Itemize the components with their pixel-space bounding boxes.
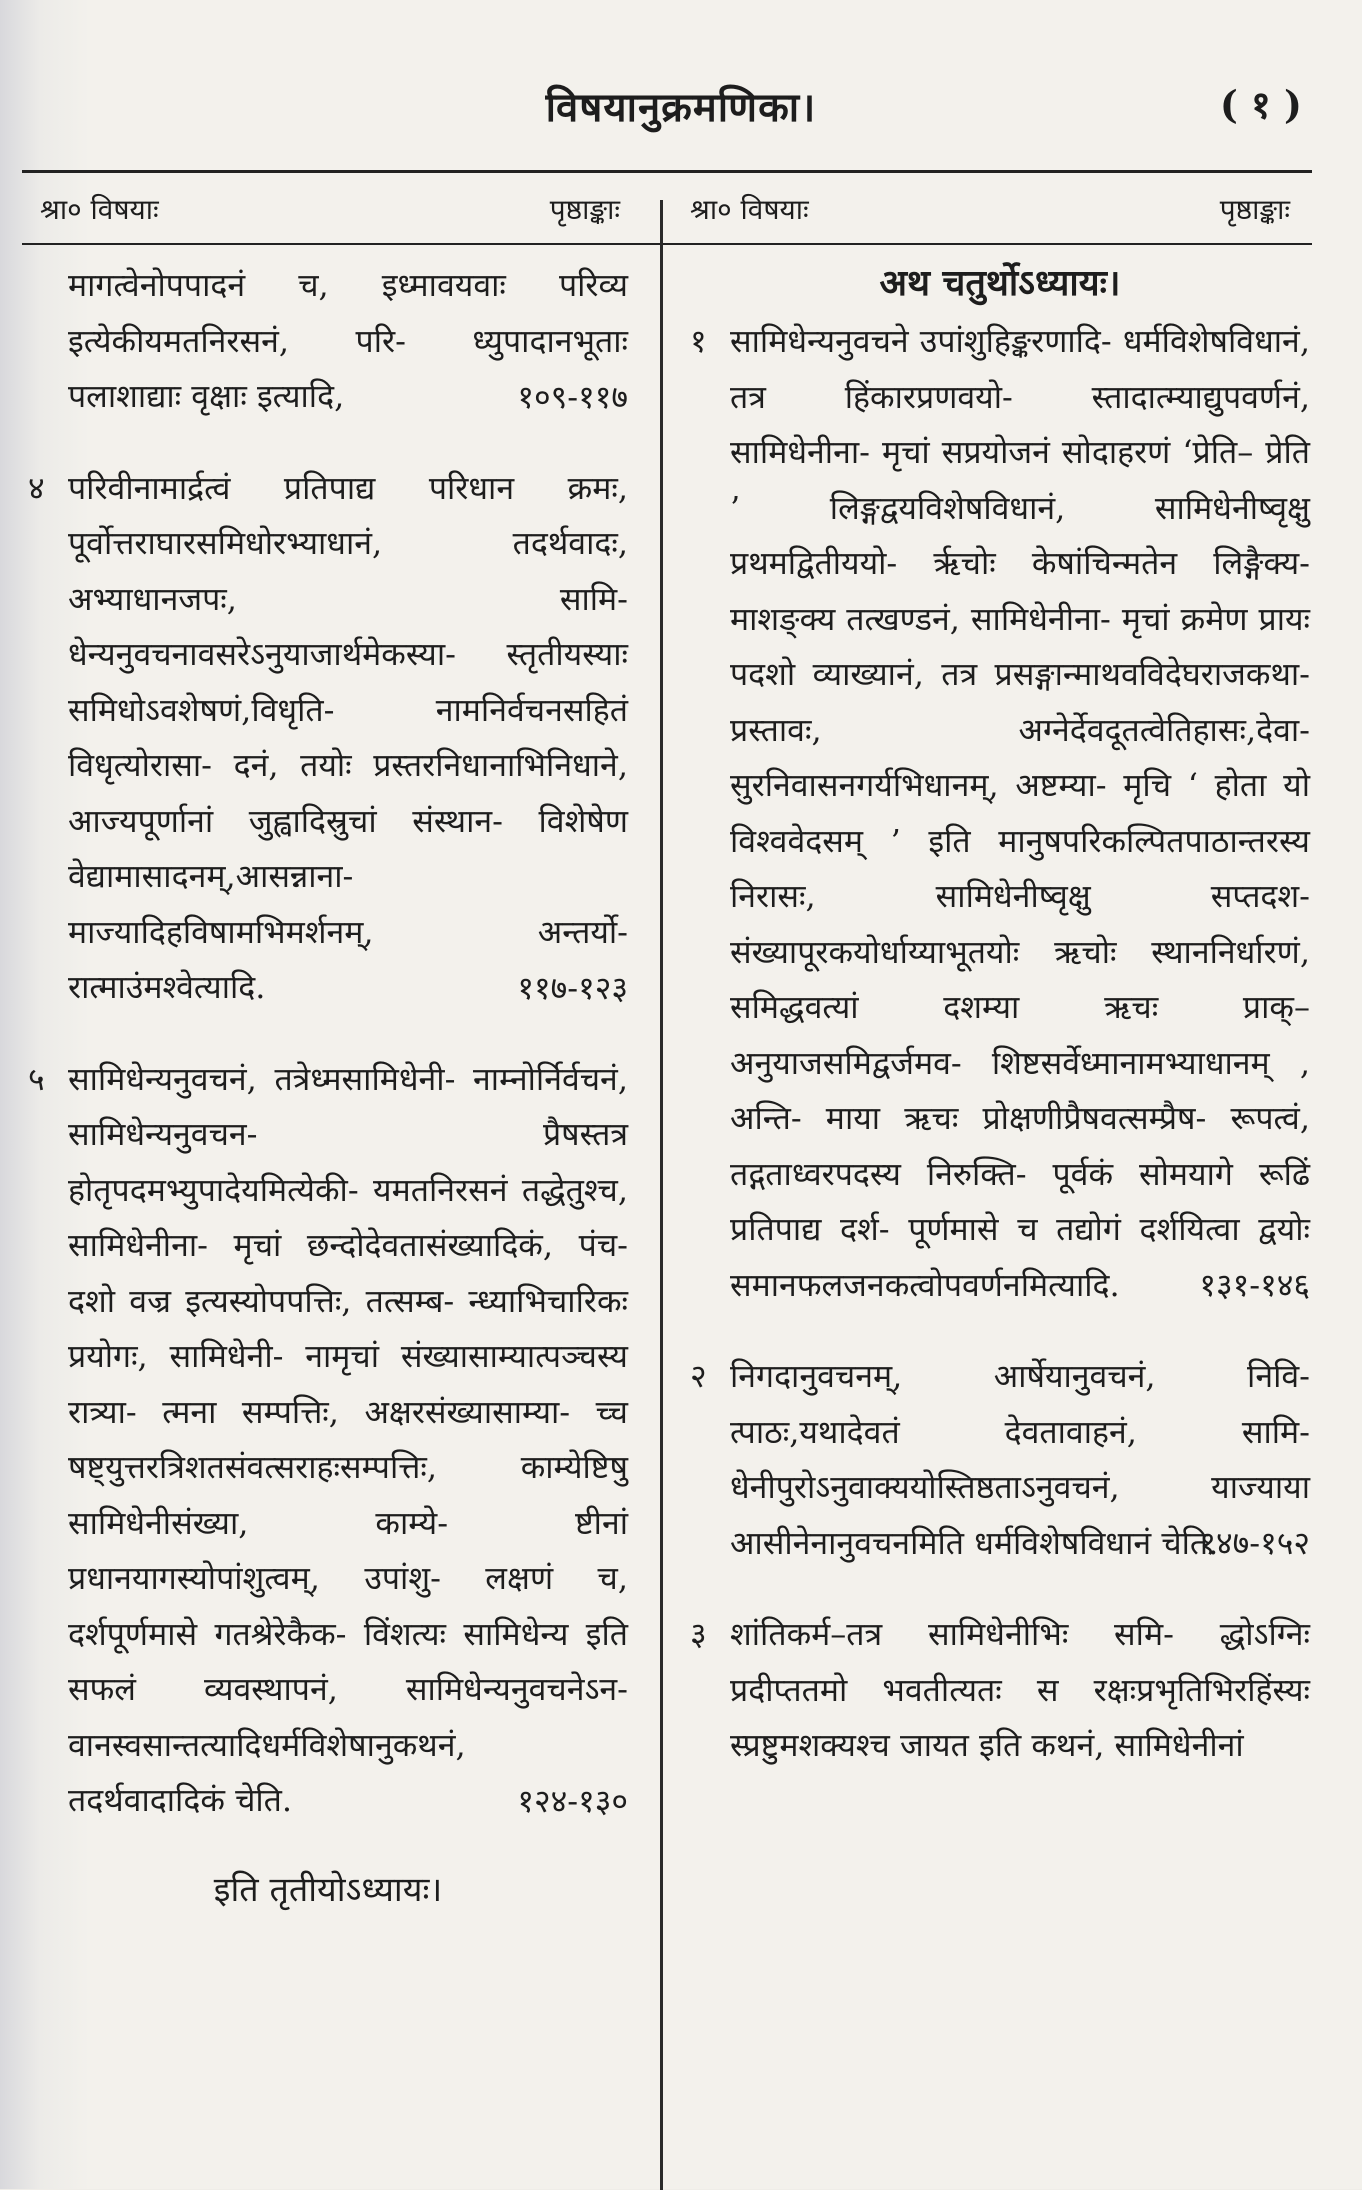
entry-text: शांतिकर्म–तत्र सामिधेनीभिः समि- द्धोऽग्निः प्रदीप्ततमो भवतीत्यतः स रक्षःप्रभृतिभिरहिंस्यः स्प्रष्टुमशक्यश्च जायत इति कथनं, सामिधेनीनां	[730, 1615, 1310, 1764]
header-rule-bottom	[22, 243, 1312, 245]
page-title: विषयानुक्रमणिका।	[545, 84, 817, 131]
entry-text: सामिधेन्यनुवचने उपांशुहिङ्करणादि- धर्मविशेषविधानं, तत्र हिंकारप्रणवयो- स्तादात्म्याद्युपवर्णनं, सामिधेनीना- मृचां सप्रयोजनं सोदाहरणं ‘प्रेति– प्रेति ’ लिङ्गद्वयविशेषविधानं, सामिधेनीष्वृक्षु प्रथमद्वितीययो- र्ऋचोः केषांचिन्मतेन लिङ्गैक्य- माशङ्क्य तत्खण्डनं, सामिधेनीना- मृचां क्रमेण प्रायः पदशो व्याख्यानं, तत्र प्रसङ्गान्माथवविदेघराजकथा- प्रस्तावः, अग्नेर्देवदूतत्वेतिहासः,देवा- सुरनिवासनगर्यभिधानम्, अष्टम्या- मृचि ‘ होता यो विश्ववेदसम् ’ इति मानुषपरिकल्पितपाठान्तरस्य निरासः, सामिधेनीष्वृक्षु सप्तदश- संख्यापूरकयोर्धाय्याभूतयोः ऋचोः स्थाननिर्धारणं, समिद्धवत्यां दशम्या ऋचः प्राक्–अनुयाजसमिद्वर्जमव- शिष्टसर्वेध्मानामभ्याधानम् , अन्ति- माया ऋचः प्रोक्षणीप्रैषवत्सम्प्रैष- रूपत्वं, तद्गताध्वरपदस्य निरुक्ति- पूर्वकं सोमयागे रूढिं प्रतिपाद्य दर्श- पूर्णमासे च तद्योगं दर्शयित्वा द्वयोः समानफलजनकत्वोपवर्णनमित्यादि.	[730, 322, 1310, 1304]
left-column	[28, 258, 628, 1915]
entry-pages: ११७-१२३	[517, 968, 628, 1007]
running-head	[0, 78, 1362, 138]
right-column-heading	[690, 190, 1290, 234]
entry-number: ५	[28, 1059, 45, 1098]
entry-pages: १२४-१३०	[517, 1781, 628, 1820]
column-divider	[660, 200, 663, 2190]
left-serial-heading: श्रा० विषयाः	[40, 193, 159, 226]
toc-entry	[28, 258, 628, 425]
chapter-end-note: इति तृतीयोऽध्यायः।	[213, 1869, 443, 1910]
entry-text: निगदानुवचनम्, आर्षेयानुवचनं, निवि- त्पाठः,यथादेवतं देवतावाहनं, सामि- धेनीपुरोऽनुवाक्ययोस्तिष्ठताऽनुवचनं, याज्याया आसीनेनानुवचनमिति धर्मविशेषविधानं चेति.	[730, 1357, 1310, 1562]
entry-text: सामिधेन्यनुवचनं, तत्रेध्मसामिधेनी- नाम्नोर्निर्वचनं, सामिधेन्यनुवचन- प्रैषस्तत्र होतृपदमभ्युपादेयमित्येकी- यमतनिरसनं तद्धेतुश्च, सामिधेनीना- मृचां छन्दोदेवतासंख्यादिकं, पंच- दशो वज्र इत्यस्योपपत्तिः, तत्सम्ब- न्ध्याभिचारिकः प्रयोगः, सामिधेनी- नामृचां संख्यासाम्यात्पञ्चस्य रात्र्या- त्मना सम्पत्तिः, अक्षरसंख्यासाम्या- च्च षष्ट्युत्तरत्रिशतसंवत्सराहःसम्पत्तिः, काम्येष्टिषु सामिधेनीसंख्या, काम्ये- ष्टीनां प्रधानयागस्योपांशुत्वम्, उपांशु- लक्षणं च, दर्शपूर्णमासे गतश्रेरेकैक- विंशत्यः सामिधेन्य इति सफलं व्यवस्थापनं, सामिधेन्यनुवचनेऽन- वानस्वसान्तत्यादिधर्मविशेषानुकथनं, तदर्थवादादिकं चेति.	[68, 1059, 628, 1819]
entry-text: परिवीनामार्द्रत्वं प्रतिपाद्य परिधान क्रमः, पूर्वोत्तराघारसमिधोरभ्याधानं, तदर्थवादः, अभ्याधानजपः, सामि- धेन्यनुवचनावसरेऽनुयाजार्थमेकस्या- स्तृतीयस्याः समिधोऽवशेषणं,विधृति- नामनिर्वचनसहितं विधृत्योरासा- दनं, तयोः प्रस्तरनिधानाभिनिधाने, आज्यपूर्णानां जुह्वादिस्रुचां संस्थान- विशेषेण वेद्यामासादनम्,आसन्नाना- माज्यादिहविषामभिमर्शनम्, अन्तर्यो- रात्माउंमश्वेत्यादि.	[68, 468, 628, 1006]
entry-pages: १०९-११७	[517, 377, 628, 416]
entry-number: ४	[28, 468, 45, 507]
toc-entry	[690, 1349, 1310, 1571]
page-number: ( १ )	[1219, 82, 1302, 127]
left-pages-heading: पृष्ठाङ्काः	[549, 193, 620, 226]
right-serial-heading: श्रा० विषयाः	[690, 193, 809, 226]
right-column	[690, 258, 1310, 1764]
toc-entry	[28, 461, 628, 1016]
chapter-heading: अथ चतुर्थोऽध्यायः।	[879, 262, 1121, 304]
toc-entry	[690, 1607, 1310, 1774]
entry-text: मागत्वेनोपपादनं च, इध्मावयवाः परिव्य इत्येकीयमतनिरसनं, परि- ध्युपादानभूताः पलाशाद्याः वृक्षाः इत्यादि,	[68, 266, 628, 415]
toc-entry	[28, 1052, 628, 1829]
entry-pages: १३१-१४६	[1199, 1266, 1310, 1304]
entry-number: १	[690, 322, 707, 360]
entry-number: ३	[690, 1615, 707, 1653]
toc-entry	[690, 314, 1310, 1313]
header-rule-top	[22, 170, 1312, 173]
left-column-heading	[40, 190, 620, 234]
entry-pages: १४७-१५२	[1199, 1524, 1310, 1562]
right-pages-heading: पृष्ठाङ्काः	[1219, 193, 1290, 226]
entry-number: २	[690, 1357, 707, 1395]
